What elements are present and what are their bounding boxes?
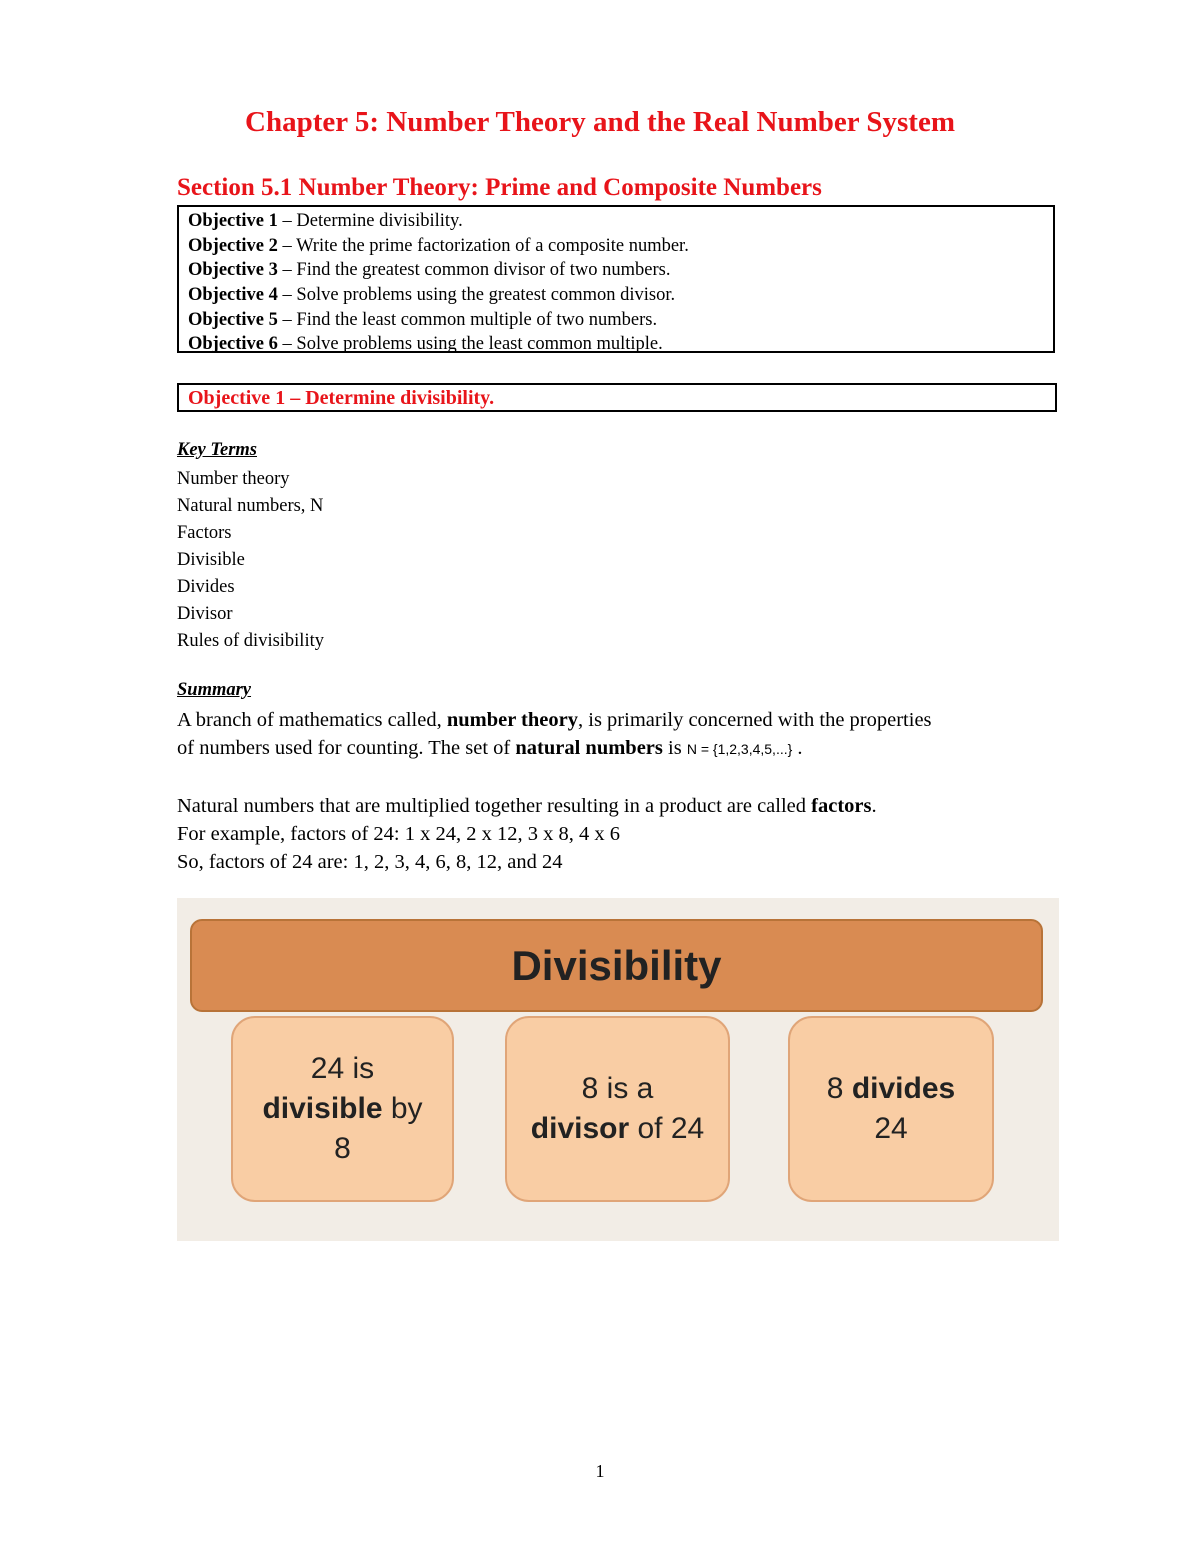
objectives-box bbox=[177, 205, 1055, 353]
diagram-header: Divisibility bbox=[190, 919, 1043, 1012]
text: is bbox=[662, 737, 687, 759]
text: A branch of mathematics called, bbox=[177, 709, 447, 731]
diagram-card-divides bbox=[788, 1016, 994, 1202]
term-natural-numbers: natural numbers bbox=[515, 737, 663, 759]
objective-line bbox=[188, 332, 1053, 357]
card-line: 8 bbox=[826, 1072, 852, 1105]
card-text bbox=[262, 1049, 422, 1169]
card-line: 8 bbox=[334, 1132, 351, 1165]
objective-text: – Solve problems using the greatest common divisor. bbox=[277, 285, 676, 306]
objective-line bbox=[188, 308, 1053, 333]
divisibility-diagram bbox=[177, 898, 1059, 1241]
card-text bbox=[827, 1069, 955, 1149]
text: of numbers used for counting. The set of bbox=[177, 737, 516, 759]
section-title: Section 5.1 Number Theory: Prime and Composite Numbers bbox=[177, 174, 822, 201]
text: . bbox=[871, 795, 877, 817]
key-term: Number theory bbox=[177, 469, 290, 489]
key-terms-list bbox=[177, 466, 324, 655]
term-number-theory: number theory bbox=[446, 709, 578, 731]
page-number: 1 bbox=[595, 1461, 605, 1481]
key-term: Factors bbox=[177, 523, 232, 543]
card-text bbox=[531, 1069, 704, 1149]
card-line: 8 is a bbox=[581, 1072, 654, 1105]
card-bold: divisible bbox=[262, 1092, 383, 1125]
text: , is primarily concerned with the properties bbox=[578, 709, 932, 731]
objective-line bbox=[188, 258, 1053, 283]
objective-label: Objective 1 bbox=[188, 211, 278, 231]
objective-text: – Find the greatest common divisor of two numbers. bbox=[277, 260, 671, 281]
objective-text: – Find the least common multiple of two numbers. bbox=[277, 309, 658, 330]
objective-label: Objective 3 bbox=[188, 260, 278, 281]
objective-label: Objective 5 bbox=[188, 309, 278, 330]
objective-label: Objective 4 bbox=[188, 285, 278, 306]
summary-heading: Summary bbox=[177, 680, 252, 700]
key-term: Divides bbox=[177, 577, 235, 597]
card-bold: divides bbox=[851, 1072, 956, 1105]
text: . bbox=[792, 737, 803, 759]
diagram-card-divisible bbox=[231, 1016, 454, 1202]
card-bold: divisor bbox=[530, 1112, 630, 1145]
factors-example: For example, factors of 24: 1 x 24, 2 x 12, 3 x 8, 4 x 6 bbox=[177, 823, 620, 845]
objective-label: Objective 2 bbox=[188, 235, 278, 256]
key-terms-heading: Key Terms bbox=[177, 440, 257, 460]
key-term: Divisor bbox=[177, 604, 233, 624]
chapter-title: Chapter 5: Number Theory and the Real Number System bbox=[245, 106, 955, 138]
key-term: Rules of divisibility bbox=[177, 631, 324, 651]
card-line: by bbox=[382, 1092, 423, 1125]
key-term: Natural numbers, N bbox=[177, 496, 324, 516]
objective-line bbox=[188, 209, 1053, 234]
objective1-heading: Objective 1 – Determine divisibility. bbox=[177, 383, 1057, 412]
objective-text: – Solve problems using the least common multiple. bbox=[277, 334, 663, 355]
text: Natural numbers that are multiplied together resulting in a product are called bbox=[177, 795, 812, 817]
summary-paragraph-2 bbox=[177, 792, 877, 876]
objective-line bbox=[188, 283, 1053, 308]
factors-list: So, factors of 24 are: 1, 2, 3, 4, 6, 8, 12, and 24 bbox=[177, 851, 563, 873]
objective-text: – Write the prime factorization of a composite number. bbox=[277, 235, 689, 256]
natural-number-set: N = {1,2,3,4,5,...} bbox=[686, 741, 793, 757]
diagram-card-divisor bbox=[505, 1016, 730, 1202]
objective-label: Objective 6 bbox=[188, 334, 278, 355]
card-line: 24 bbox=[874, 1112, 908, 1145]
objective-line bbox=[188, 234, 1053, 259]
objective-text: – Determine divisibility. bbox=[277, 211, 463, 231]
term-factors: factors bbox=[811, 795, 872, 817]
summary-paragraph-1 bbox=[177, 706, 932, 763]
card-line: 24 is bbox=[310, 1052, 375, 1085]
key-term: Divisible bbox=[177, 550, 245, 570]
card-line: of 24 bbox=[629, 1112, 705, 1145]
